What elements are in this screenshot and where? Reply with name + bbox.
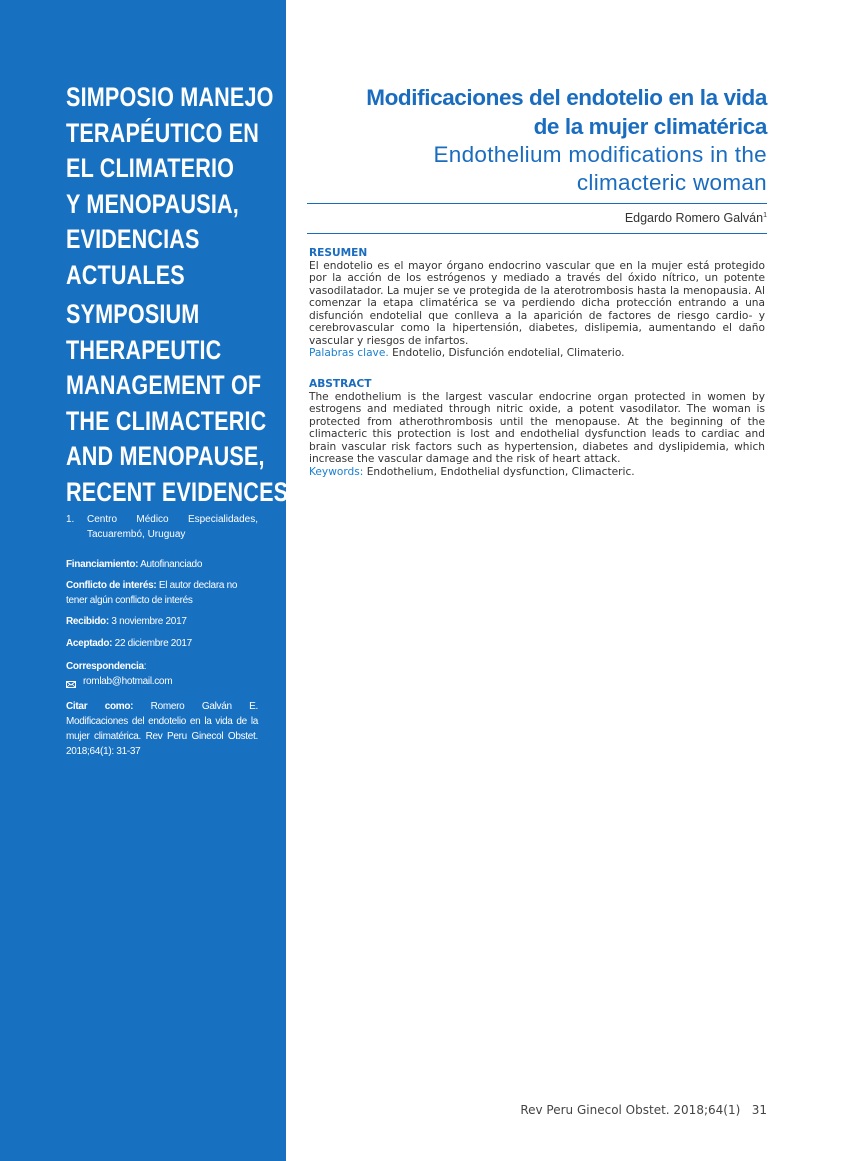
symposium-title-es-line: Y MENOPAUSIA, — [66, 188, 239, 219]
keywords-es-label: Palabras clave. — [309, 347, 389, 359]
abstract-es-heading: RESUMEN — [309, 247, 368, 259]
accepted-date — [66, 636, 258, 651]
correspondence-colon: : — [143, 661, 147, 672]
page-footer — [520, 1103, 767, 1117]
article-title — [297, 83, 767, 197]
symposium-title-en-line: RECENT EVIDENCES — [66, 476, 289, 507]
symposium-title-es — [66, 80, 274, 293]
received-date — [66, 614, 258, 629]
author-affiliation-mark: 1 — [763, 211, 767, 219]
symposium-title-en-line: SYMPOSIUM — [66, 299, 200, 329]
accepted-value: 22 diciembre 2017 — [112, 638, 192, 649]
keywords-en-label: Keywords: — [309, 465, 364, 478]
abstract-en-heading: ABSTRACT — [309, 378, 372, 390]
accepted-label: Aceptado: — [66, 638, 113, 649]
keywords-es-values: Endotelio, Disfunción endotelial, Climaterio. — [388, 347, 625, 359]
page-number: 31 — [751, 1103, 767, 1117]
abstract-en-body: The endothelium is the largest vascular endocrine organ protected in women by estrogens and mediated through nitric oxide, a potent vasodilator. The woman is protected from atherothrombosis until the menopause. At the beginning of the climacteric this protection is lost and endothelial dysfunction leads to cardiac and brain vascular risk factors such as hypertension, diabetes and dyslipidemia, which increase the vascular damage and the risk of heart attack. — [309, 390, 765, 465]
abstract-es-body: El endotelio es el mayor órgano endocrino vascular que en la mujer está protegido por la acción de los estrógenos y mediado a través del óxido nítrico, un potente vasodilatador. La mujer se ve protegida de la aterotrombosis hasta la menopausia. Al comenzar la etapa climatérica se va perdiendo dicha protección entrando a una disfunción endotelial que conlleva a la aparición de factores de riesgo cardio- y cerebrovascular como la hipertensión, diabetes, dislipemia, aumentando el daño vascular y riesgos de infartos. — [309, 259, 765, 347]
title-divider-top — [307, 203, 767, 204]
symposium-title-es-line: ACTUALES — [66, 259, 185, 290]
symposium-title-es-line: SIMPOSIO MANEJO — [66, 82, 274, 112]
symposium-title-en-line: THE CLIMACTERIC — [66, 405, 267, 436]
funding — [66, 557, 258, 572]
abstract-es — [309, 247, 765, 360]
title-divider-bottom — [307, 233, 767, 234]
symposium-title-en-line: THERAPEUTIC — [66, 334, 222, 365]
keywords-en-values: Endothelium, Endothelial dysfunction, Climacteric. — [363, 465, 635, 478]
conflict-value: El autor declara no tener algún conflicto de interés — [66, 580, 238, 606]
cite-as — [66, 699, 258, 759]
symposium-title-es-line: EL CLIMATERIO — [66, 153, 235, 183]
title-en-line: climacteric woman — [576, 170, 767, 195]
title-en-line: Endothelium modifications in the — [433, 142, 767, 167]
cite-label: Citar como: — [66, 701, 134, 712]
received-value: 3 noviembre 2017 — [108, 616, 187, 627]
symposium-title-en-line: MANAGEMENT OF — [66, 370, 262, 400]
funding-value: Autofinanciado — [138, 559, 203, 570]
symposium-title-es-line: EVIDENCIAS — [66, 224, 200, 254]
keywords-en — [309, 466, 765, 479]
conflict-label: Conflicto de interés: — [66, 580, 157, 591]
author-name: Edgardo Romero Galván — [624, 211, 764, 225]
received-label: Recibido: — [66, 616, 109, 627]
title-es-line: de la mujer climatérica — [533, 114, 767, 139]
funding-label: Financiamiento: — [66, 559, 139, 570]
email-link[interactable]: romlab@hotmail.com — [83, 676, 173, 687]
affiliation — [66, 512, 258, 542]
keywords-es — [309, 347, 765, 360]
footer-journal: Rev Peru Ginecol Obstet. 2018;64(1) — [520, 1103, 741, 1117]
symposium-title-es-line: TERAPÉUTICO EN — [66, 117, 260, 148]
correspondence — [66, 659, 258, 689]
cite-value: Romero Galván E. Modificaciones del endotelio en la vida de la mujer climatérica. Rev Peru Ginecol Obstet. 2018;64(1): 31-37 — [66, 701, 259, 757]
affiliation-number: 1. — [66, 514, 75, 525]
conflict-of-interest — [66, 578, 258, 608]
correspondence-label: Correspondencia — [66, 661, 144, 672]
sidebar-panel — [0, 0, 289, 1161]
abstract-en — [309, 378, 765, 478]
envelope-icon — [66, 678, 76, 685]
symposium-title-en — [66, 297, 289, 510]
symposium-title-en-line: AND MENOPAUSE, — [66, 441, 265, 471]
title-es-line: Modificaciones del endotelio en la vida — [366, 85, 767, 110]
author-line — [625, 211, 767, 225]
affiliation-text: Centro Médico Especialidades, Tacuarembó, Uruguay — [87, 514, 258, 540]
